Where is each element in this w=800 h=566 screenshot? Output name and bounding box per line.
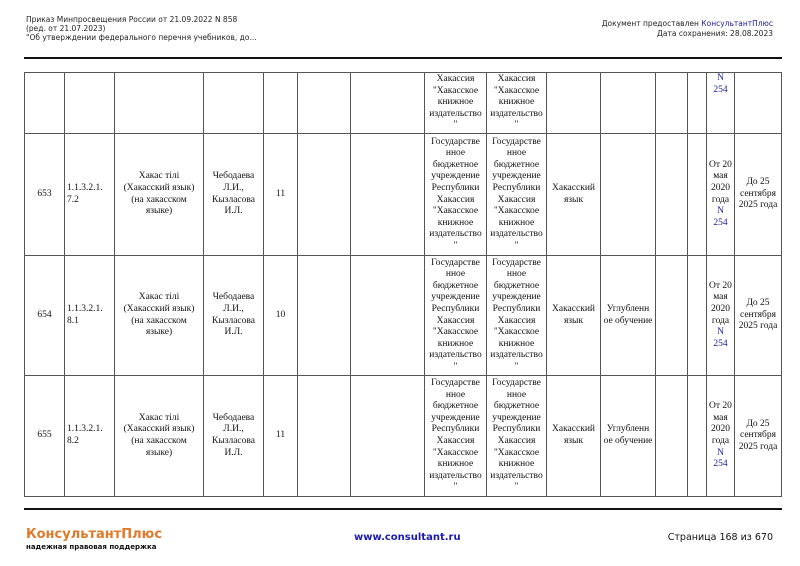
level-cell xyxy=(601,134,656,256)
grade-cell: 10 xyxy=(264,256,298,376)
textbook-table xyxy=(24,72,782,497)
footer-divider xyxy=(24,508,782,510)
order-date: От 20 мая 2020 года xyxy=(709,280,732,326)
footer-logo: КонсультантПлюс xyxy=(26,527,163,542)
table-row xyxy=(25,134,782,256)
valid-until-cell: До 25 сентября 2025 года xyxy=(735,256,782,376)
header-divider xyxy=(24,57,782,59)
publisher-cell: Хакассия "Хакасское книжное издательство " xyxy=(425,73,487,134)
subject-cell: Хакасский язык xyxy=(547,256,601,376)
header-line: "Об утверждении федерального перечня учебников, до... xyxy=(26,33,257,42)
footer-url-link[interactable]: www.consultant.ru xyxy=(354,532,461,543)
provided-label: Документ предоставлен xyxy=(601,19,702,28)
publisher-cell: Хакассия "Хакасское книжное издательство " xyxy=(487,73,547,134)
subject-cell: Хакасский язык xyxy=(547,134,601,256)
document-header-right xyxy=(602,19,773,39)
document-header-left xyxy=(26,15,257,42)
code-cell: 1.1.3.2.1. 8.2 xyxy=(65,376,115,497)
title-cell: Хакас тілі (Хакасский язык) (на хакасском языке) xyxy=(115,256,204,376)
order-link[interactable]: N 254 xyxy=(713,327,728,349)
row-number: 654 xyxy=(25,256,65,376)
order-link[interactable]: N 254 xyxy=(713,447,728,470)
header-line: Приказ Минпросвещения России от 21.09.2022 N 858 xyxy=(26,15,238,24)
order-date: От 20 мая 2020 года xyxy=(709,401,732,446)
order-cell xyxy=(707,376,735,497)
order-link[interactable]: N 254 xyxy=(713,206,728,228)
table-row xyxy=(25,256,782,376)
row-number: 655 xyxy=(25,376,65,497)
row-number: 653 xyxy=(25,134,65,256)
authors-cell: Чебодаева Л.И., Кызласова И.Л. xyxy=(204,256,264,376)
publisher-cell: Государстве нное бюджетное учреждение Республики Хакассия "Хакасское книжное издательство " xyxy=(425,376,487,497)
publisher-cell: Государстве нное бюджетное учреждение Республики Хакассия "Хакасское книжное издательство " xyxy=(425,256,487,376)
footer-tagline: надежная правовая поддержка xyxy=(26,543,157,551)
authors-cell: Чебодаева Л.И., Кызласова И.Л. xyxy=(204,134,264,256)
order-link[interactable]: N 254 xyxy=(713,73,728,95)
level-cell: Углубленн ое обучение xyxy=(601,256,656,376)
publisher-cell: Государстве нное бюджетное учреждение Республики Хакассия "Хакасское книжное издательство " xyxy=(425,134,487,256)
title-cell: Хакас тілі (Хакасский язык) (на хакасском языке) xyxy=(115,134,204,256)
publisher-cell: Государстве нное бюджетное учреждение Республики Хакассия "Хакасское книжное издательство " xyxy=(487,376,547,497)
provider-link[interactable]: КонсультантПлюс xyxy=(701,19,773,28)
code-cell: 1.1.3.2.1. 7.2 xyxy=(65,134,115,256)
table-row-continuation xyxy=(25,73,782,134)
order-cell xyxy=(707,134,735,256)
publisher-cell: Государстве нное бюджетное учреждение Республики Хакассия "Хакасское книжное издательство " xyxy=(487,256,547,376)
level-cell: Углубленн ое обучение xyxy=(601,376,656,497)
header-line: (ред. от 21.07.2023) xyxy=(26,24,106,33)
save-date: Дата сохранения: 28.08.2023 xyxy=(657,29,773,38)
authors-cell: Чебодаева Л.И., Кызласова И.Л. xyxy=(204,376,264,497)
valid-until-cell: До 25 сентября 2025 года xyxy=(735,134,782,256)
title-cell: Хакас тілі (Хакасский язык) (на хакасском языке) xyxy=(115,376,204,497)
order-cell xyxy=(707,256,735,376)
page-counter: Страница 168 из 670 xyxy=(667,532,773,543)
table-row xyxy=(25,376,782,497)
valid-until-cell: До 25 сентября 2025 года xyxy=(735,376,782,497)
grade-cell: 11 xyxy=(264,134,298,256)
publisher-cell: Государстве нное бюджетное учреждение Республики Хакассия "Хакасское книжное издательство " xyxy=(487,134,547,256)
grade-cell: 11 xyxy=(264,376,298,497)
subject-cell: Хакасский язык xyxy=(547,376,601,497)
code-cell: 1.1.3.2.1. 8.1 xyxy=(65,256,115,376)
order-date: От 20 мая 2020 года xyxy=(709,159,732,205)
